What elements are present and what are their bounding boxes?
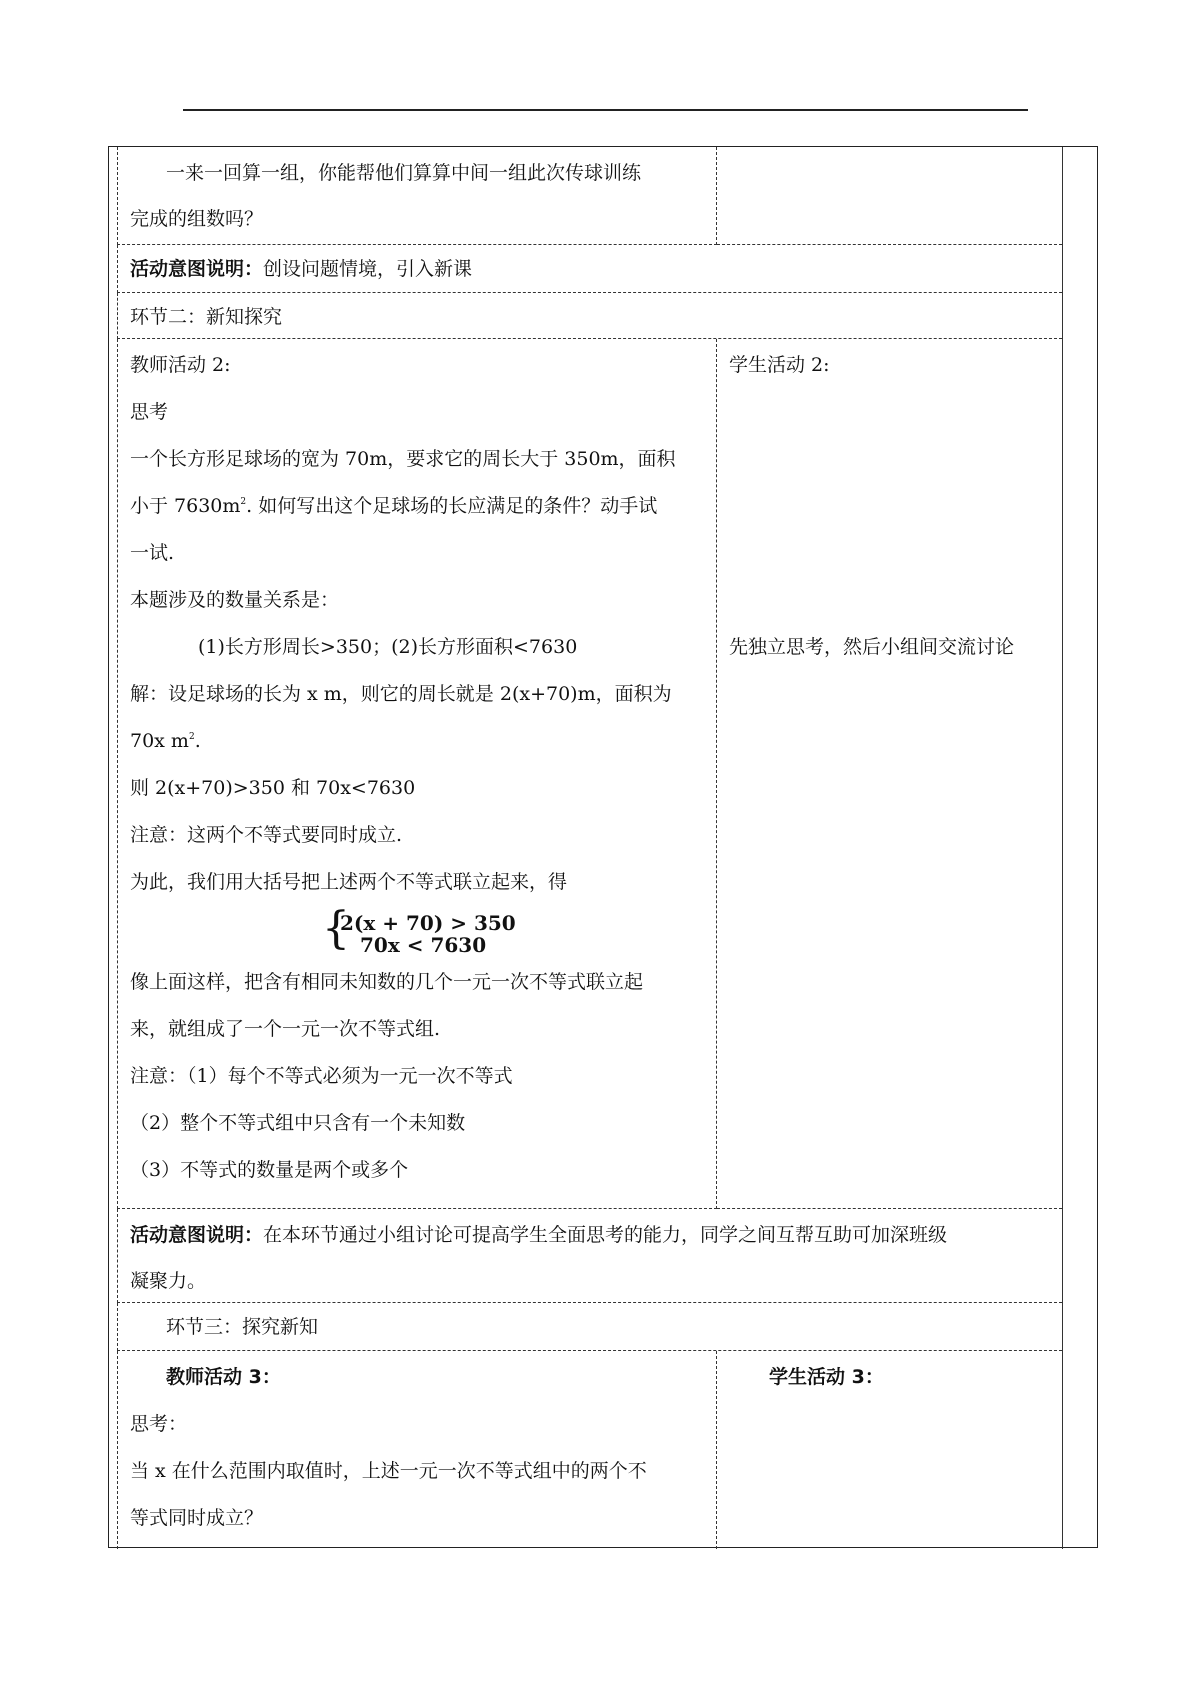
intent-row-2 (117, 1209, 1062, 1303)
teacher-activity-3-cell (117, 1351, 717, 1549)
teacher-activity-2-cell (117, 339, 717, 1209)
note1-line: 注意：这两个不等式要同时成立. (130, 824, 403, 846)
combine-line: 为此，我们用大括号把上述两个不等式联立起来，得 (130, 871, 568, 893)
section-row-2 (117, 293, 1062, 339)
top-text-line2: 完成的组数吗？ (130, 208, 264, 230)
top-teacher-cell (117, 147, 717, 245)
teacher3-think: 思考： (130, 1413, 188, 1435)
intent-text-2-line2: 凝聚力。 (130, 1270, 207, 1292)
teacher3-question-line2: 等式同时成立？ (130, 1507, 264, 1529)
section-row-3 (117, 1303, 1062, 1351)
solve-line1: 解：设足球场的长为 x m，则它的周长就是 2(x+70)m，面积为 (130, 683, 672, 705)
system-eq2: 70x < 7630 (360, 933, 487, 957)
lesson-plan-table (108, 146, 1098, 1548)
then-line: 则 2(x+70)>350 和 70x<7630 (130, 777, 416, 799)
teacher3-question-line1: 当 x 在什么范围内取值时，上述一元一次不等式组中的两个不 (130, 1460, 647, 1482)
system-brace: { (322, 903, 350, 954)
intent-text-2-line1: 在本环节通过小组讨论可提高学生全面思考的能力，同学之间互帮互助可加深班级 (263, 1224, 948, 1246)
teacher3-title: 教师活动 3： (166, 1366, 281, 1388)
define-line1: 像上面这样，把含有相同未知数的几个一元一次不等式联立起 (130, 971, 644, 993)
solve-line2: 70x $m^2$. (130, 730, 201, 752)
note-c: （3）不等式的数量是两个或多个 (130, 1159, 409, 1181)
teacher2-title: 教师活动 2: (130, 354, 231, 376)
system-eq1: 2(x + 70) > 350 (340, 911, 516, 935)
student-activity-2-cell (717, 339, 1062, 1209)
problem-line1: 一个长方形足球场的宽为 70m，要求它的周长大于 350m，面积 (130, 448, 676, 470)
relation-text: (1)长方形周长>350；(2)长方形面积<7630 (198, 636, 578, 658)
note-a: 注意：（1）每个不等式必须为一元一次不等式 (130, 1065, 513, 1087)
section-title-2: 环节二：新知探究 (130, 306, 283, 328)
problem-line2: 小于 $7630m^2$. 如何写出这个足球场的长应满足的条件？动手试 (130, 495, 658, 517)
teacher2-think: 思考 (130, 401, 169, 423)
intent-text-1: 创设问题情境，引入新课 (263, 258, 473, 280)
relation-intro: 本题涉及的数量关系是： (130, 589, 340, 611)
note-b: （2）整个不等式组中只含有一个未知数 (130, 1112, 466, 1134)
top-student-cell (717, 147, 1062, 245)
student2-title: 学生活动 2: (729, 354, 830, 376)
intent-label-2: 活动意图说明： (130, 1224, 264, 1246)
define-line2: 来，就组成了一个一元一次不等式组. (130, 1018, 441, 1040)
inner-right-border (1062, 147, 1063, 1549)
student2-text: 先独立思考，然后小组间交流讨论 (729, 636, 1015, 658)
problem-line3: 一试. (130, 542, 175, 564)
student-activity-3-cell (717, 1351, 1062, 1549)
student3-title: 学生活动 3： (769, 1366, 884, 1388)
intent-label-1: 活动意图说明： (130, 258, 264, 280)
section-title-3: 环节三：探究新知 (166, 1316, 319, 1338)
intent-row-1 (117, 245, 1062, 293)
header-rule (183, 109, 1028, 111)
top-text-line1: 一来一回算一组，你能帮他们算算中间一组此次传球训练 (166, 162, 642, 184)
